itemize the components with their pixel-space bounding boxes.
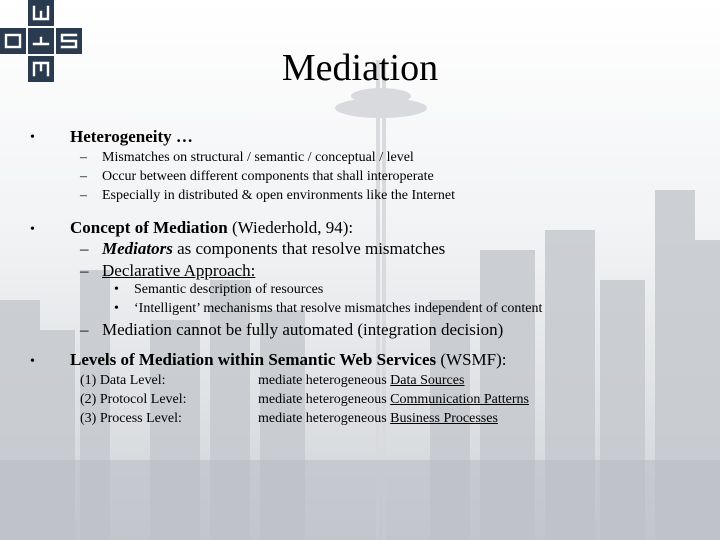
- list-item: –: [80, 169, 87, 184]
- section-bullet: •: [30, 130, 35, 145]
- list-item-text: Especially in distributed & open environments like the Internet: [102, 188, 456, 203]
- sub-bullet: •: [114, 282, 119, 297]
- list-item: –: [80, 239, 89, 258]
- sub-bullet: •: [114, 301, 119, 316]
- level-label: (3) Process Level:: [80, 411, 182, 426]
- list-item-text: Mediation cannot be fully automated (integration decision): [102, 320, 504, 339]
- level-description: mediate heterogeneous Communication Patterns: [258, 392, 529, 407]
- level-description: mediate heterogeneous Data Sources: [258, 373, 465, 388]
- list-item-text: Mismatches on structural / semantic / conceptual / level: [102, 150, 414, 165]
- list-item: –: [80, 261, 89, 280]
- sub-item-text: Semantic description of resources: [134, 282, 324, 297]
- level-link-business-processes: Business Processes: [390, 411, 498, 426]
- level-label: (1) Data Level:: [80, 373, 166, 388]
- section-bullet: •: [30, 222, 35, 237]
- sub-item-text: ‘Intelligent’ mechanisms that resolve mismatches independent of content: [134, 301, 543, 316]
- section-heading-levels: Levels of Mediation within Semantic Web Services (WSMF):: [70, 350, 507, 369]
- level-link-communication-patterns: Communication Patterns: [390, 392, 529, 407]
- level-description: mediate heterogeneous Business Processes: [258, 411, 498, 426]
- list-item-text: Mediators as components that resolve mismatches: [102, 239, 446, 258]
- list-item: –: [80, 320, 89, 339]
- level-label: (2) Protocol Level:: [80, 392, 187, 407]
- section-bullet: •: [30, 354, 35, 369]
- section-heading-heterogeneity: Heterogeneity …: [70, 127, 193, 146]
- slide-title: Mediation: [281, 47, 439, 89]
- declarative-approach-label: Declarative Approach:: [102, 261, 256, 280]
- section-heading-concept: Concept of Mediation (Wiederhold, 94):: [70, 218, 354, 237]
- list-item: –: [80, 150, 87, 165]
- list-item-text: Occur between different components that shall interoperate: [102, 169, 434, 184]
- level-link-data-sources: Data Sources: [390, 373, 465, 388]
- list-item: –: [80, 188, 87, 203]
